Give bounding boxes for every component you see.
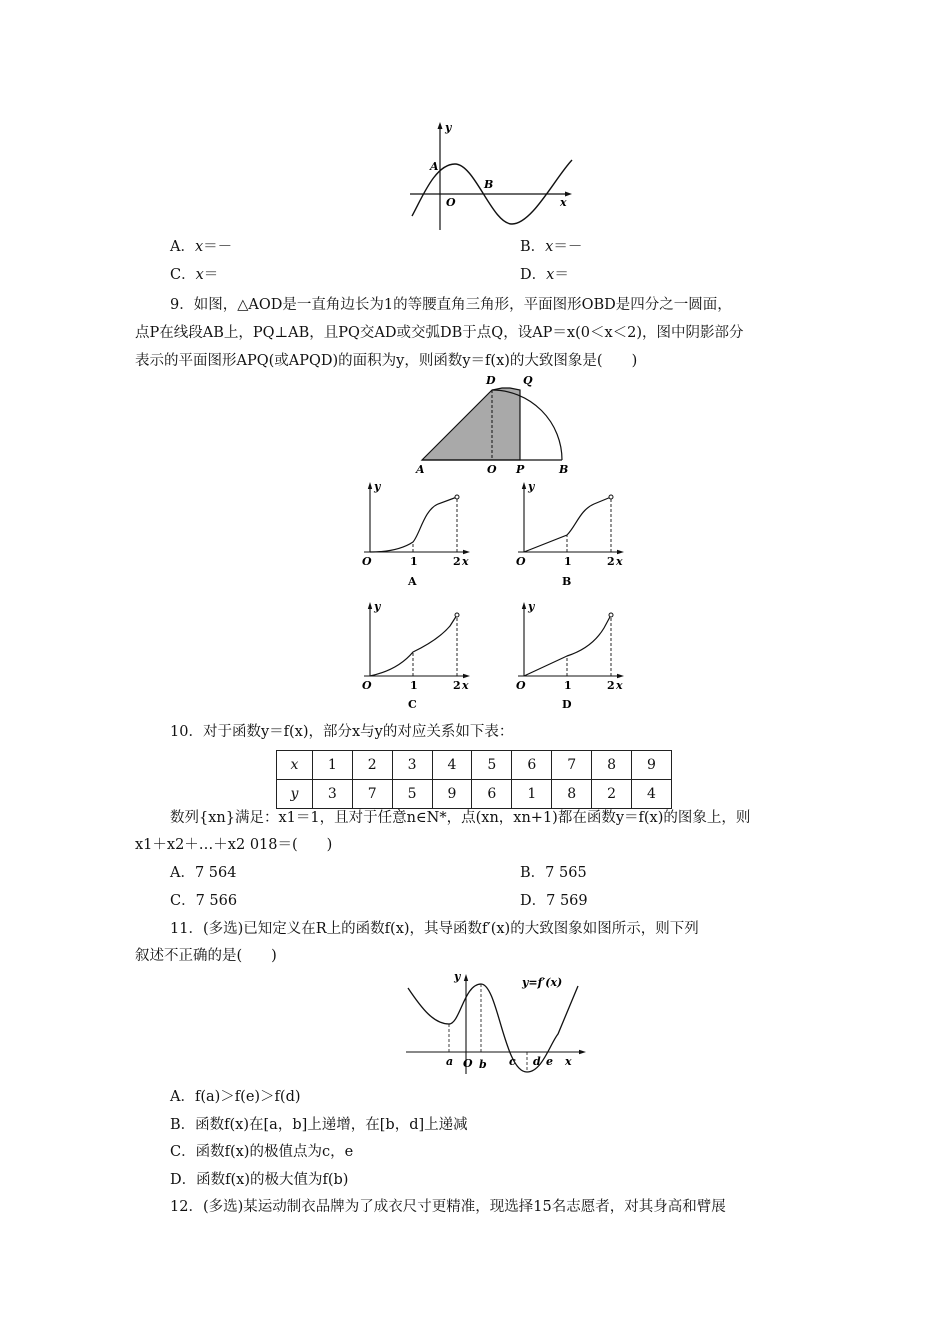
tick-1-label: 1 <box>564 679 572 692</box>
x-arrow <box>617 674 624 678</box>
q9-line-2: 点P在线段AB上，PQ⊥AB，且PQ交AD或交弧DB于点Q，设AP＝x(0＜x＜2)，图中阴影部分 <box>135 325 744 341</box>
point-o-label: O <box>487 463 497 476</box>
q10-line-2: 数列{xn}满足：x1＝1，且对于任意n∈N*，点(xn，xn+1)都在函数y＝f(x)的图象上，则 <box>170 810 751 826</box>
q11-option-c: C．函数f(x)的极值点为c，e <box>170 1144 354 1160</box>
q10-intro: 10．对于函数y＝f(x)，部分x与y的对应关系如下表： <box>170 724 514 740</box>
table-cell: 8 <box>592 751 632 780</box>
y-arrow <box>368 602 372 609</box>
q8-option-a: A．x＝－ <box>170 239 233 255</box>
table-cell: 6 <box>472 780 512 809</box>
q11-line-1: 11．(多选)已知定义在R上的函数f(x)，其导函数f′(x)的大致图象如图所示，则下列 <box>170 921 699 937</box>
table-cell: 9 <box>632 751 672 780</box>
open-endpoint <box>609 613 613 617</box>
x-arrow <box>617 550 624 554</box>
table-cell: 1 <box>512 780 552 809</box>
xy-table <box>276 750 672 809</box>
x-label: x <box>560 196 567 209</box>
q9-line-1: 9．如图，△AOD是一直角边长为1的等腰直角三角形，平面图形OBD是四分之一圆面， <box>170 297 732 313</box>
tick-1-label: 1 <box>564 555 572 568</box>
y-label: y <box>528 600 535 613</box>
e-label: e <box>546 1055 553 1068</box>
table-cell: 5 <box>392 780 432 809</box>
q11-option-d: D．函数f(x)的极大值为f(b) <box>170 1172 349 1188</box>
q12-line-1: 12．(多选)某运动制衣品牌为了成衣尺寸更精准，现选择15名志愿者，对其身高和臂展 <box>170 1199 726 1215</box>
graph-option-b <box>512 480 627 595</box>
origin-label: O <box>446 196 456 209</box>
x-arrow <box>463 674 470 678</box>
graph-caption: D <box>562 698 572 711</box>
table-cell: 7 <box>352 780 392 809</box>
table-cell: 6 <box>512 751 552 780</box>
d-label: d <box>533 1055 541 1068</box>
table-header-x: x <box>277 751 313 780</box>
table-cell: 5 <box>472 751 512 780</box>
q9-line-3: 表示的平面图形APQ(或APQD)的面积为y，则函数y＝f(x)的大致图象是( ) <box>135 353 638 369</box>
table-cell: 7 <box>552 751 592 780</box>
table-cell: 4 <box>432 751 472 780</box>
table-row-x <box>277 751 672 780</box>
x-label: x <box>616 555 623 568</box>
tick-2-label: 2 <box>453 555 461 568</box>
y-label: y <box>454 970 461 983</box>
graph-caption: B <box>562 575 572 588</box>
graph-caption: A <box>408 575 417 588</box>
derivative-graph-figure <box>402 964 592 1079</box>
x-label: x <box>565 1055 572 1068</box>
graph-curve <box>524 615 611 676</box>
origin-label: O <box>362 555 372 568</box>
table-cell: 2 <box>592 780 632 809</box>
graph-option-c <box>358 600 473 715</box>
y-arrow <box>464 974 468 981</box>
y-label: y <box>374 600 381 613</box>
origin-label: O <box>516 679 526 692</box>
table-cell: 4 <box>632 780 672 809</box>
tick-2-label: 2 <box>607 679 615 692</box>
graph-option-a <box>358 480 473 595</box>
c-label: c <box>509 1055 516 1068</box>
y-label: y <box>374 480 381 493</box>
origin-label: O <box>362 679 372 692</box>
q11-option-b: B．函数f(x)在[a，b]上递增，在[b，d]上递减 <box>170 1117 468 1133</box>
table-header-y: y <box>277 780 313 809</box>
open-endpoint <box>455 495 459 499</box>
table-cell: 3 <box>392 751 432 780</box>
origin-label: O <box>463 1057 473 1070</box>
y-label: y <box>445 121 452 134</box>
q10-option-a: A．7 564 <box>170 865 237 881</box>
q8-option-d: D．x＝ <box>520 267 569 283</box>
open-endpoint <box>609 495 613 499</box>
point-b-label: B <box>484 178 494 191</box>
origin-label: O <box>516 555 526 568</box>
q10-option-b: B．7 565 <box>520 865 587 881</box>
q11-line-2: 叙述不正确的是( ) <box>135 948 277 964</box>
a-label: a <box>446 1055 454 1068</box>
x-label: x <box>462 555 469 568</box>
x-label: x <box>462 679 469 692</box>
x-arrow <box>463 550 470 554</box>
tick-2-label: 2 <box>607 555 615 568</box>
q10-option-c: C．7 566 <box>170 893 238 909</box>
tick-1-label: 1 <box>410 555 418 568</box>
y-arrow <box>438 122 443 129</box>
tick-2-label: 2 <box>453 679 461 692</box>
point-b-label: B <box>559 463 569 476</box>
point-a-label: A <box>430 160 439 173</box>
graph-caption: C <box>408 698 417 711</box>
table-cell: 1 <box>312 751 352 780</box>
b-label: b <box>479 1058 487 1071</box>
table-cell: 8 <box>552 780 592 809</box>
point-q-label: Q <box>523 374 533 387</box>
tick-1-label: 1 <box>410 679 418 692</box>
table-cell: 9 <box>432 780 472 809</box>
q11-option-a: A．f(a)＞f(e)＞f(d) <box>170 1089 301 1105</box>
graph-curve <box>370 497 457 552</box>
q8-option-b: B．x＝－ <box>520 239 583 255</box>
function-label: y=f′(x) <box>522 976 563 989</box>
q10-option-d: D．7 569 <box>520 893 588 909</box>
q8-option-c: C．x＝ <box>170 267 219 283</box>
sine-graph-figure <box>400 118 580 233</box>
point-p-label: P <box>516 463 525 476</box>
table-cell: 2 <box>352 751 392 780</box>
graph-option-d <box>512 600 627 715</box>
shaded-region <box>422 388 520 460</box>
x-label: x <box>616 679 623 692</box>
q10-line-3: x1＋x2＋…＋x2 018＝( ) <box>135 837 333 853</box>
x-arrow <box>579 1050 586 1054</box>
open-endpoint <box>455 613 459 617</box>
point-a-label: A <box>416 463 425 476</box>
table-row-y <box>277 780 672 809</box>
graph-curve <box>524 497 611 552</box>
y-arrow <box>368 482 372 489</box>
y-arrow <box>522 602 526 609</box>
triangle-quarter-circle-figure <box>410 372 580 477</box>
graph-curve <box>370 615 457 676</box>
y-arrow <box>522 482 526 489</box>
table-cell: 3 <box>312 780 352 809</box>
y-label: y <box>528 480 535 493</box>
point-d-label: D <box>486 374 496 387</box>
